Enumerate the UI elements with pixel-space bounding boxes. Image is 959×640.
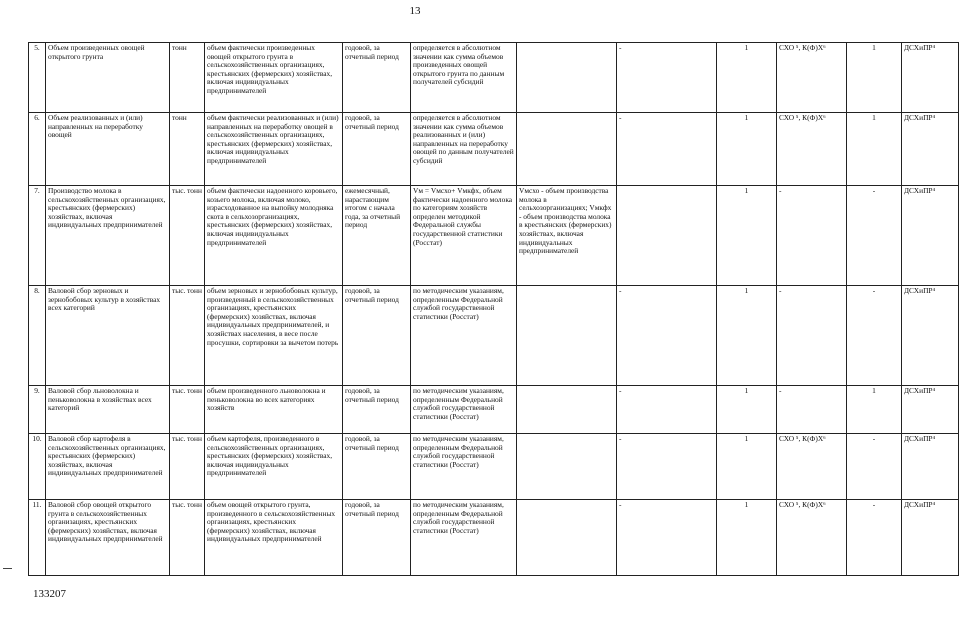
data-source-cell: - (777, 386, 847, 434)
indicator-name-cell: Производство молока в сельскохозяйственных организациях, крестьянских (фермерских) хозяйствах, включая индивидуальных предпринимателей (46, 186, 170, 286)
row-number-cell: 5. (29, 43, 46, 113)
source-count-cell: 1 (717, 186, 777, 286)
source-code-cell: 1 (847, 386, 902, 434)
data-source-cell: СХО ⁵, К(Ф)Х⁶ (777, 434, 847, 500)
calculation-method-cell: определяется в абсолютном значении как сумма объемов реализованных и (или) направленных на переработку овощей по данным получателей субсидий (411, 113, 517, 186)
responsible-body-cell: ДСХиПР⁴ (902, 500, 959, 576)
blank-mark-cell: - (617, 434, 717, 500)
formula-notes-cell (517, 500, 617, 576)
indicator-name-cell: Валовой сбор льноволокна и пеньковолокна в хозяйствах всех категорий (46, 386, 170, 434)
source-code-cell: - (847, 434, 902, 500)
table-body (29, 43, 959, 576)
indicator-name-cell: Валовой сбор картофеля в сельскохозяйственных организациях, крестьянских (фермерских) хозяйствах, включая индивидуальных предпринимателей (46, 434, 170, 500)
unit-of-measure-cell: тыс. тонн (170, 500, 205, 576)
responsible-body-cell: ДСХиПР⁴ (902, 386, 959, 434)
calculation-method-cell: по методическим указаниям, определенным Федеральной службой государственной статистики (Росстат) (411, 286, 517, 386)
indicator-definition-cell: объем фактически реализованных и (или) направленных на переработку овощей в сельскохозяйственных организациях, крестьянских (фермерских) хозяйствах, включая индивидуальных предпринимателей (205, 113, 343, 186)
table-row (29, 43, 959, 113)
blank-mark-cell: - (617, 386, 717, 434)
indicator-definition-cell: объем фактически надоенного коровьего, козьего молока, включая молоко, израсходованное на выпойку молодняка скота в сельхозорганизациях, крестьянских (фермерских) хозяйствах, включая индивидуальных предпринимателей (205, 186, 343, 286)
data-source-cell: СХО ⁵, К(Ф)Х⁶ (777, 43, 847, 113)
table-row (29, 434, 959, 500)
row-number-cell: 10. (29, 434, 46, 500)
row-number-cell: 11. (29, 500, 46, 576)
unit-of-measure-cell: тонн (170, 43, 205, 113)
indicator-definition-cell: объем зерновых и зернобобовых культур, произведенный в сельскохозяйственных организациях, крестьянских (фермерских) хозяйствах, включая индивидуальных предпринимателей, и хозяйствах населения, в весе после просушки, сортировки за вычетом потерь (205, 286, 343, 386)
data-source-cell: - (777, 186, 847, 286)
source-code-cell: - (847, 286, 902, 386)
data-source-cell: СХО ⁵, К(Ф)Х⁶ (777, 113, 847, 186)
formula-notes-cell (517, 434, 617, 500)
reporting-period-cell: годовой, за отчетный период (343, 386, 411, 434)
table-row (29, 500, 959, 576)
source-count-cell: 1 (717, 113, 777, 186)
reporting-period-cell: годовой, за отчетный период (343, 43, 411, 113)
calculation-method-cell: по методическим указаниям, определенным Федеральной службой государственной статистики (Росстат) (411, 500, 517, 576)
responsible-body-cell: ДСХиПР⁴ (902, 113, 959, 186)
source-code-cell: 1 (847, 113, 902, 186)
responsible-body-cell: ДСХиПР⁴ (902, 286, 959, 386)
formula-notes-cell (517, 386, 617, 434)
source-code-cell: - (847, 500, 902, 576)
calculation-method-cell: по методическим указаниям, определенным Федеральной службой государственной статистики (Росстат) (411, 434, 517, 500)
row-number-cell: 8. (29, 286, 46, 386)
table-row (29, 286, 959, 386)
indicator-name-cell: Валовой сбор зерновых и зернобобовых культур в хозяйствах всех категорий (46, 286, 170, 386)
table-row (29, 386, 959, 434)
unit-of-measure-cell: тонн (170, 113, 205, 186)
data-source-cell: - (777, 286, 847, 386)
row-number-cell: 9. (29, 386, 46, 434)
calculation-method-cell: Vм = Vмсхо+ Vмкфх, объем фактически надоенного молока по категориям хозяйств определен методикой Федеральной службы государственной статистики (Росстат) (411, 186, 517, 286)
indicator-name-cell: Валовой сбор овощей открытого грунта в сельскохозяйственных организациях, крестьянских (фермерских) хозяйствах, включая индивидуальных предпринимателей (46, 500, 170, 576)
table-row (29, 186, 959, 286)
calculation-method-cell: определяется в абсолютном значении как сумма объемов произведенных овощей открытого грунта по данным получателей субсидий (411, 43, 517, 113)
indicator-definition-cell: объем овощей открытого грунта, произведенного в сельскохозяйственных организациях, крестьянских (фермерских) хозяйствах, включая индивидуальных предпринимателей (205, 500, 343, 576)
indicator-definition-cell: объем картофеля, произведенного в сельскохозяйственных организациях, крестьянских (фермерских) хозяйствах, включая индивидуальных предпринимателей (205, 434, 343, 500)
page-number: 13 (409, 5, 421, 17)
source-code-cell: - (847, 186, 902, 286)
unit-of-measure-cell: тыс. тонн (170, 434, 205, 500)
margin-mark (3, 568, 12, 569)
document-code: 133207 (33, 588, 66, 600)
unit-of-measure-cell: тыс. тонн (170, 386, 205, 434)
indicator-definition-cell: объем произведенного льноволокна и пеньковолокна во всех категориях хозяйств (205, 386, 343, 434)
reporting-period-cell: годовой, за отчетный период (343, 286, 411, 386)
formula-notes-cell (517, 286, 617, 386)
calculation-method-cell: по методическим указаниям, определенным Федеральной службой государственной статистики (Росстат) (411, 386, 517, 434)
reporting-period-cell: ежемесячный, нарастающим итогом с начала года, за отчетный период (343, 186, 411, 286)
responsible-body-cell: ДСХиПР⁴ (902, 186, 959, 286)
blank-mark-cell: - (617, 43, 717, 113)
reporting-period-cell: годовой, за отчетный период (343, 500, 411, 576)
formula-notes-cell (517, 113, 617, 186)
formula-notes-cell (517, 43, 617, 113)
unit-of-measure-cell: тыс. тонн (170, 186, 205, 286)
source-count-cell: 1 (717, 500, 777, 576)
responsible-body-cell: ДСХиПР⁴ (902, 43, 959, 113)
blank-mark-cell: - (617, 286, 717, 386)
blank-mark-cell: - (617, 113, 717, 186)
row-number-cell: 7. (29, 186, 46, 286)
blank-mark-cell (617, 186, 717, 286)
source-count-cell: 1 (717, 434, 777, 500)
data-source-cell: СХО ⁵, К(Ф)Х⁶ (777, 500, 847, 576)
reporting-period-cell: годовой, за отчетный период (343, 113, 411, 186)
source-code-cell: 1 (847, 43, 902, 113)
source-count-cell: 1 (717, 43, 777, 113)
unit-of-measure-cell: тыс. тонн (170, 286, 205, 386)
indicator-definition-cell: объем фактически произведенных овощей открытого грунта в сельскохозяйственных организациях, крестьянских (фермерских) хозяйствах, включая индивидуальных предпринимателей (205, 43, 343, 113)
responsible-body-cell: ДСХиПР⁴ (902, 434, 959, 500)
source-count-cell: 1 (717, 386, 777, 434)
source-count-cell: 1 (717, 286, 777, 386)
indicator-name-cell: Объем произведенных овощей открытого грунта (46, 43, 170, 113)
formula-notes-cell: Vмсхо - объем производства молока в сельхозорганизациях; Vмкфх - объем производства молока в крестьянских (фермерских) хозяйствах, включая индивидуальных предпринимателей (517, 186, 617, 286)
row-number-cell: 6. (29, 113, 46, 186)
table-row (29, 113, 959, 186)
indicators-table (28, 42, 959, 576)
blank-mark-cell: - (617, 500, 717, 576)
reporting-period-cell: годовой, за отчетный период (343, 434, 411, 500)
indicator-name-cell: Объем реализованных и (или) направленных на переработку овощей (46, 113, 170, 186)
